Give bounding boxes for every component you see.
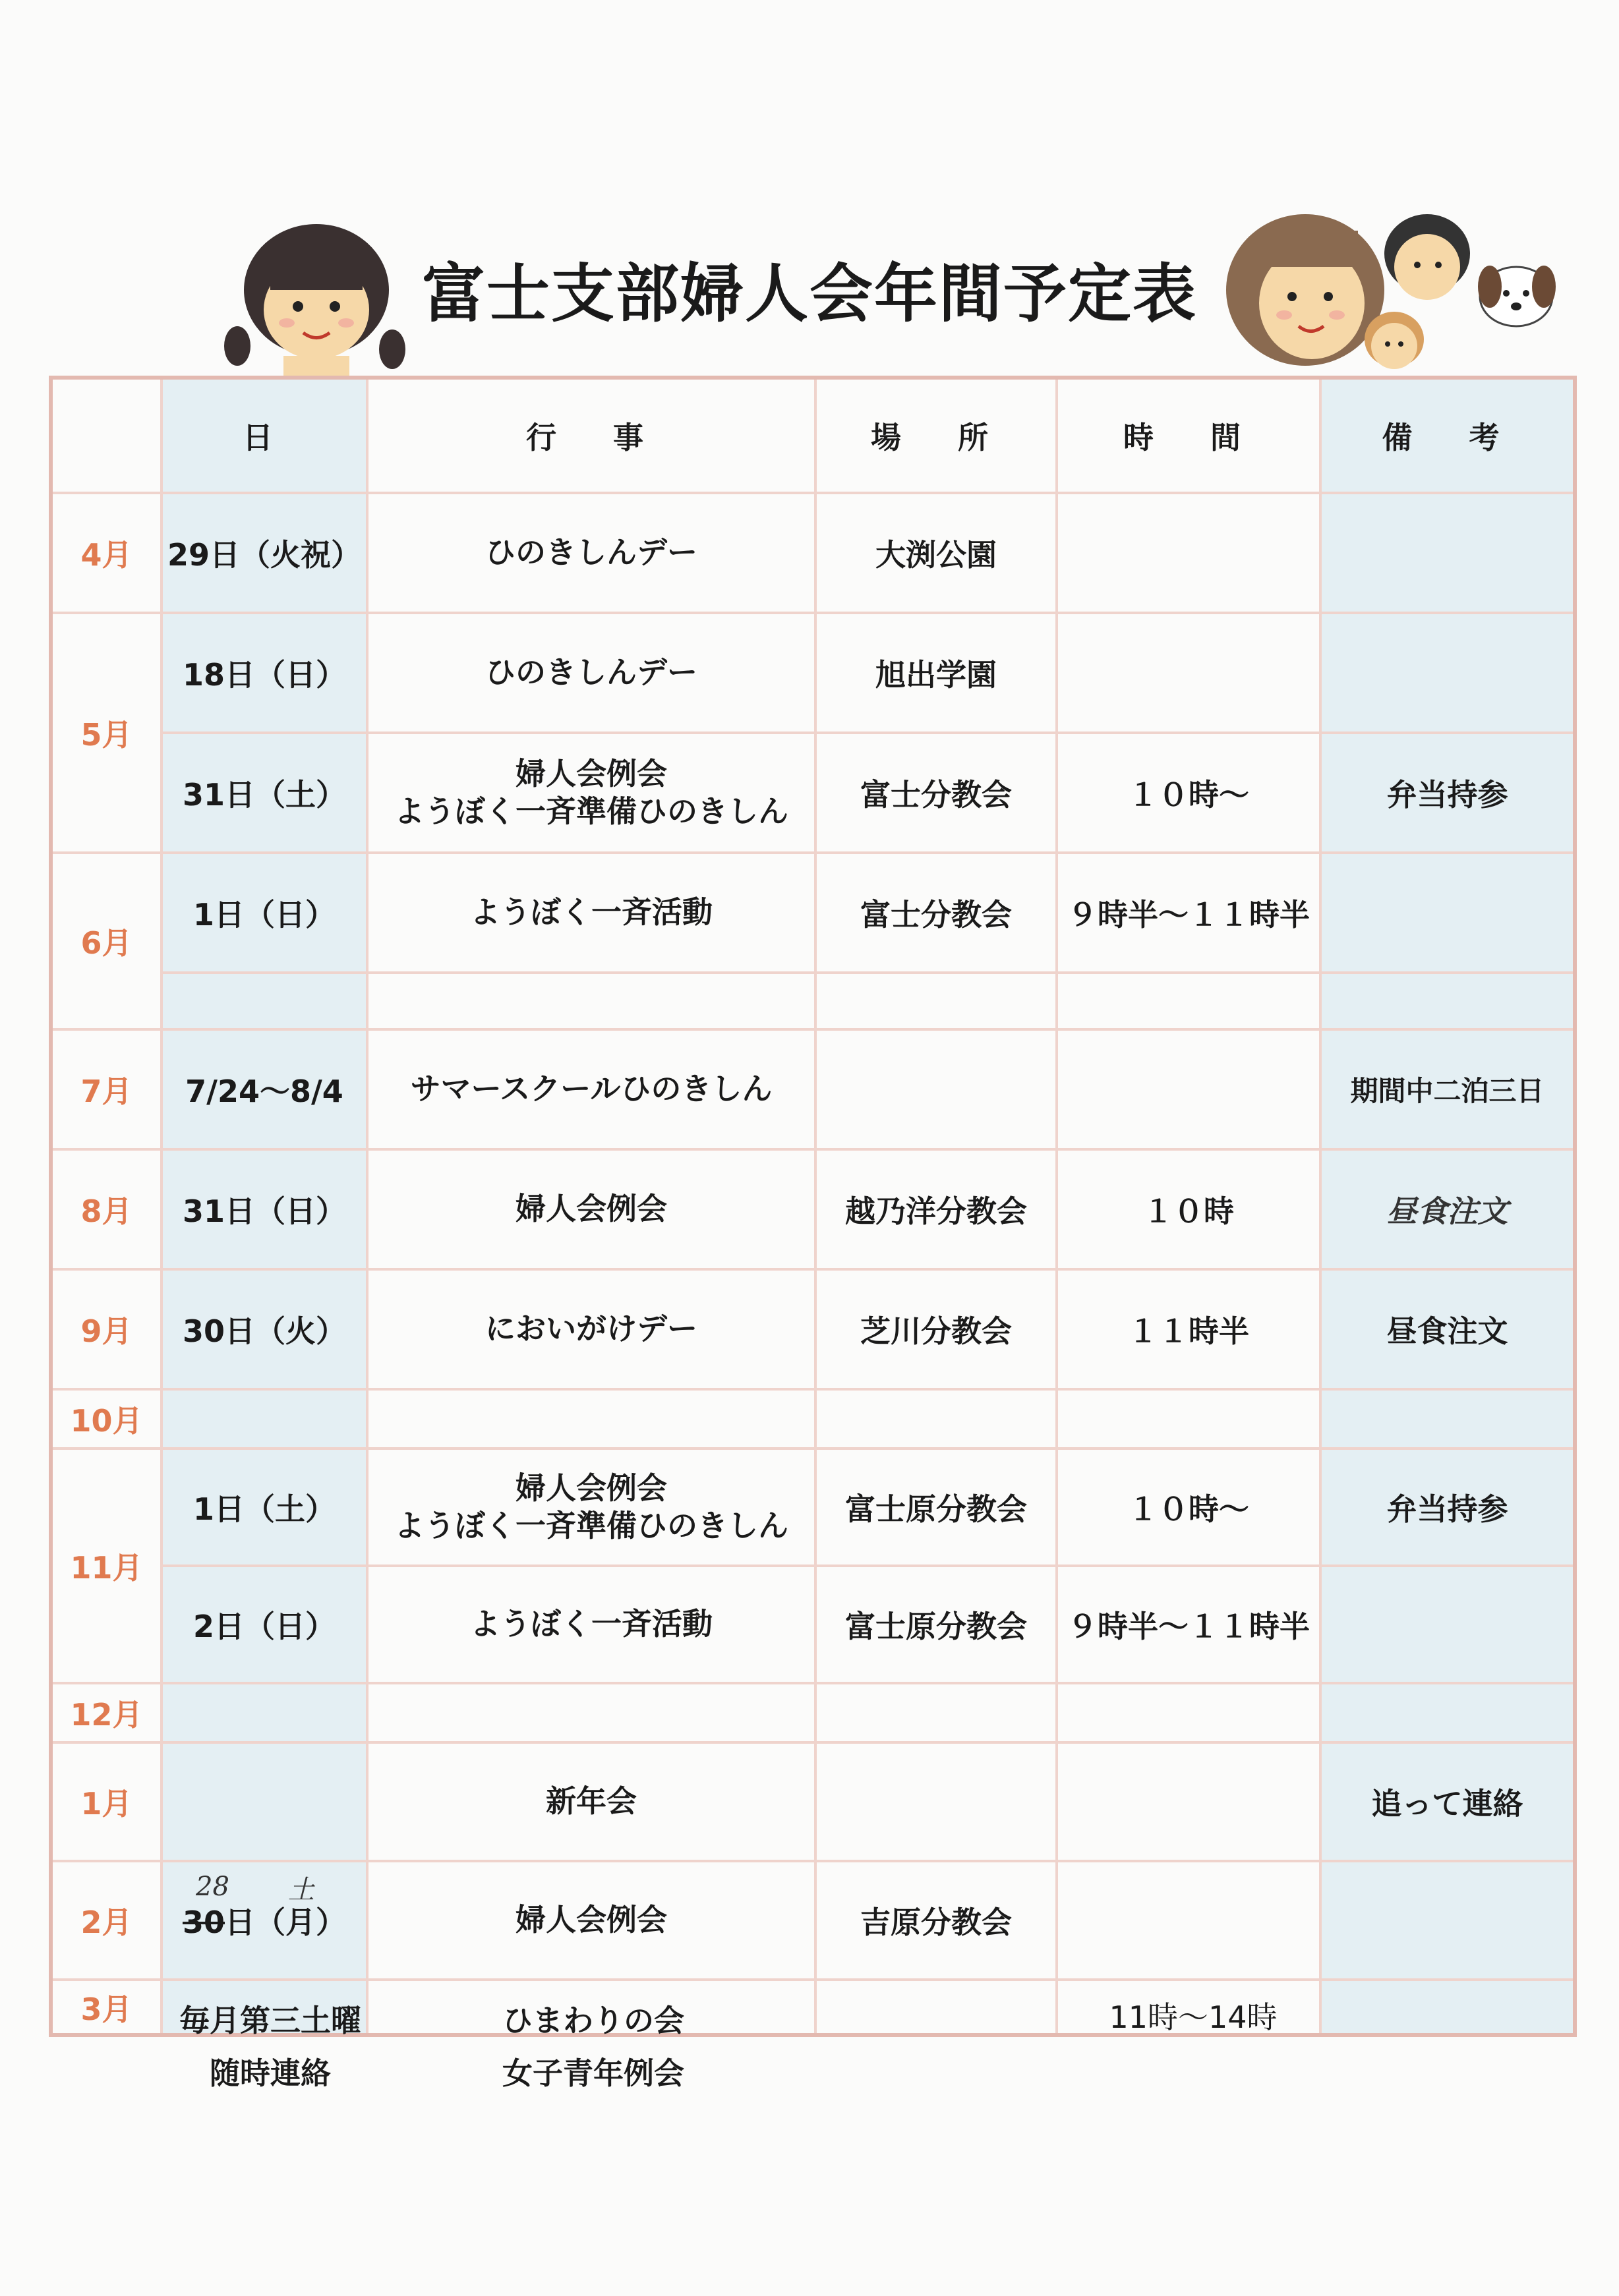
date-cell: 29日（火祝） — [162, 493, 367, 613]
place-cell — [815, 1980, 1057, 2035]
place-cell — [815, 1742, 1057, 1861]
notes-cell: 昼食注文 — [1320, 1269, 1575, 1389]
notes-cell — [1320, 613, 1575, 733]
place-cell: 大渕公園 — [815, 493, 1057, 613]
notes-cell — [1320, 973, 1575, 1029]
month-cell: 8月 — [51, 1149, 162, 1269]
event-cell: 新年会 — [367, 1742, 815, 1861]
date-cell: 31日（土） — [162, 733, 367, 853]
table-row — [51, 1742, 1575, 1861]
time-cell: １０時～ — [1057, 1449, 1320, 1566]
header-month — [51, 378, 162, 493]
time-cell: ９時半～１１時半 — [1057, 1566, 1320, 1683]
notes-cell: 弁当持参 — [1320, 733, 1575, 853]
date-cell — [162, 973, 367, 1029]
event-cell: においがけデー — [367, 1269, 815, 1389]
struck-date: 30 — [182, 1905, 225, 1940]
date-cell: 31日（日） — [162, 1149, 367, 1269]
notes-cell — [1320, 1861, 1575, 1980]
place-cell: 芝川分教会 — [815, 1269, 1057, 1389]
event-line-1: 婦人会例会 — [515, 1470, 667, 1506]
place-cell: 吉原分教会 — [815, 1861, 1057, 1980]
footer-schedule-line1: 毎月第三土曜 — [179, 2003, 361, 2038]
table-row — [51, 1449, 1575, 1566]
footer-event-line1: ひまわりの会 — [502, 2003, 684, 2038]
header-event: 行 事 — [367, 378, 815, 493]
table-row — [51, 973, 1575, 1029]
place-cell — [815, 1029, 1057, 1149]
month-cell: 11月 — [51, 1449, 162, 1683]
date-cell: 30日（火） — [162, 1269, 367, 1389]
table-row — [51, 1149, 1575, 1269]
time-cell: ９時半～１１時半 — [1057, 853, 1320, 973]
date-cell: 18日（日） — [162, 613, 367, 733]
place-cell — [815, 1389, 1057, 1449]
time-cell — [1057, 1742, 1320, 1861]
event-cell — [367, 1683, 815, 1742]
notes-cell — [1320, 853, 1575, 973]
time-cell — [1057, 1861, 1320, 1980]
time-cell: １１時半 — [1057, 1269, 1320, 1389]
event-cell: 婦人会例会 — [367, 1149, 815, 1269]
place-cell — [815, 1683, 1057, 1742]
month-cell: 9月 — [51, 1269, 162, 1389]
notes-cell — [1320, 493, 1575, 613]
date-cell: 7/24～8/4 — [162, 1029, 367, 1149]
event-cell — [367, 973, 815, 1029]
time-cell: １０時 — [1057, 1149, 1320, 1269]
notes-cell: 追って連絡 — [1320, 1742, 1575, 1861]
table-row — [51, 1566, 1575, 1683]
month-cell: 5月 — [51, 613, 162, 853]
event-cell — [367, 733, 815, 853]
place-cell: 富士分教会 — [815, 853, 1057, 973]
date-cell: 1日（日） — [162, 853, 367, 973]
handwritten-weekday-correction: 土 — [288, 1875, 314, 1905]
date-cell: 1日（土） — [162, 1449, 367, 1566]
time-cell — [1057, 1389, 1320, 1449]
header-date: 日 — [162, 378, 367, 493]
time-cell — [1057, 1683, 1320, 1742]
month-cell: 2月 — [51, 1861, 162, 1980]
place-cell: 越乃洋分教会 — [815, 1149, 1057, 1269]
header-notes: 備 考 — [1320, 378, 1575, 493]
table-row — [51, 613, 1575, 733]
table-row — [51, 1269, 1575, 1389]
time-cell — [1057, 613, 1320, 733]
time-cell — [1057, 493, 1320, 613]
event-cell — [367, 1449, 815, 1566]
footer-schedule-line2: 随時連絡 — [210, 2055, 331, 2091]
schedule-table — [49, 376, 1577, 2037]
event-cell: ようぼく一斉活動 — [367, 1566, 815, 1683]
place-cell: 富士原分教会 — [815, 1449, 1057, 1566]
event-cell: ひのきしんデー — [367, 613, 815, 733]
girl-illustration — [218, 224, 409, 382]
notes-cell — [1320, 1683, 1575, 1742]
table-row — [51, 1861, 1575, 1980]
header-row — [51, 378, 1575, 493]
notes-cell-handwritten: 昼食注文 — [1320, 1149, 1575, 1269]
event-cell: 婦人会例会 — [367, 1861, 815, 1980]
page-title: 富士支部婦人会年間予定表 — [422, 257, 1197, 331]
event-cell — [367, 1389, 815, 1449]
table-row — [51, 733, 1575, 853]
month-cell: 6月 — [51, 853, 162, 1029]
table-row — [51, 1029, 1575, 1149]
date-suffix: 日（月） — [225, 1905, 346, 1940]
table-row — [51, 853, 1575, 973]
date-cell: 2日（日） — [162, 1566, 367, 1683]
header-place: 場 所 — [815, 378, 1057, 493]
footer-time: 11時～14時 — [1109, 1999, 1278, 2035]
table-row — [51, 493, 1575, 613]
month-cell: 1月 — [51, 1742, 162, 1861]
time-cell — [1057, 973, 1320, 1029]
event-line-2: ようぼく一斉準備ひのきしん — [394, 1508, 788, 1543]
header-time: 時 間 — [1057, 378, 1320, 493]
date-cell — [162, 1742, 367, 1861]
table-row — [51, 1389, 1575, 1449]
place-cell: 富士分教会 — [815, 733, 1057, 853]
event-line-1: 婦人会例会 — [515, 755, 667, 791]
event-cell: ようぼく一斉活動 — [367, 853, 815, 973]
handwritten-day-correction: 28 — [196, 1872, 229, 1902]
notes-cell — [1320, 1566, 1575, 1683]
time-cell — [1057, 1029, 1320, 1149]
footer-event-line2: 女子青年例会 — [502, 2055, 684, 2091]
month-cell: 7月 — [51, 1029, 162, 1149]
place-cell: 旭出学園 — [815, 613, 1057, 733]
table-row — [51, 1683, 1575, 1742]
notes-cell: 弁当持参 — [1320, 1449, 1575, 1566]
date-cell — [162, 1861, 367, 1980]
date-cell — [162, 1389, 367, 1449]
time-cell: １０時～ — [1057, 733, 1320, 853]
month-cell: 10月 — [51, 1389, 162, 1449]
place-cell — [815, 973, 1057, 1029]
notes-cell — [1320, 1389, 1575, 1449]
notes-cell — [1320, 1980, 1575, 2035]
month-cell: 12月 — [51, 1683, 162, 1742]
place-cell: 富士原分教会 — [815, 1566, 1057, 1683]
family-illustration — [1226, 204, 1569, 382]
event-line-2: ようぼく一斉準備ひのきしん — [394, 793, 788, 829]
event-cell: サマースクールひのきしん — [367, 1029, 815, 1149]
event-cell: ひのきしんデー — [367, 493, 815, 613]
date-cell — [162, 1683, 367, 1742]
month-cell: 4月 — [51, 493, 162, 613]
notes-cell: 期間中二泊三日 — [1320, 1029, 1575, 1149]
month-cell: 3月 — [51, 1980, 162, 2035]
